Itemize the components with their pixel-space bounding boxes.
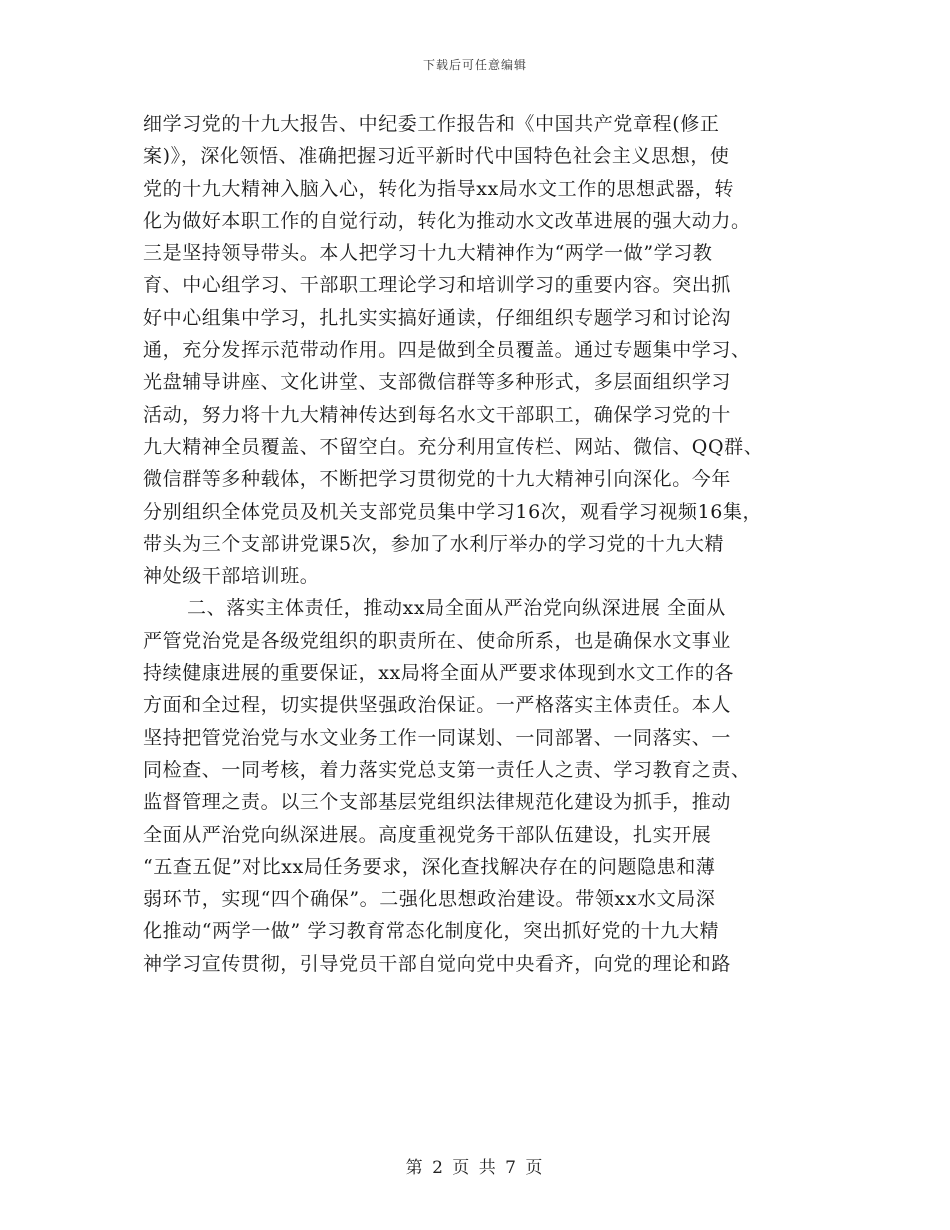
text-line: 方面和全过程，切实提供坚强政治保证。一严格落实主体责任。本人 — [143, 694, 732, 717]
text-line: “五查五促”对比xx局任务要求，深化查找解决存在的问题隐患和薄 — [143, 855, 716, 878]
text-line: 化推动“两学一做” 学习教育常态化制度化，突出抓好党的十九大精 — [143, 920, 720, 943]
text-line: 弱环节，实现“四个确保”。二强化思想政治建设。带领xx水文局深 — [143, 888, 716, 911]
text-line: 活动，努力将十九大精神传达到每名水文干部职工，确保学习党的十 — [143, 403, 732, 426]
text-line: 党的十九大精神入脑入心，转化为指导xx局水文工作的思想武器，转 — [143, 177, 735, 200]
text-line: 分别组织全体党员及机关支部党员集中学习16次，观看学习视频16集， — [143, 500, 763, 523]
text-line: 全面从严治党向纵深进展。高度重视党务干部队伍建设，扎实开展 — [143, 823, 712, 846]
text-line: 光盘辅导讲座、文化讲堂、支部微信群等多种形式，多层面组织学习 — [143, 371, 732, 394]
text-line: 带头为三个支部讲党课5次，参加了水利厅举办的学习党的十九大精 — [143, 532, 725, 555]
text-line: 通，充分发挥示范带动作用。四是做到全员覆盖。通过专题集中学习、 — [143, 339, 751, 362]
page-header-note: 下载后可任意编辑 — [422, 58, 527, 72]
text-line: 好中心组集中学习，扎扎实实搞好通读，仔细组织专题学习和讨论沟 — [143, 306, 732, 329]
text-line: 坚持把管党治党与水文业务工作一同谋划、一同部署、一同落实、一 — [143, 726, 732, 749]
text-line: 育、中心组学习、干部职工理论学习和培训学习的重要内容。突出抓 — [143, 274, 732, 297]
text-line: 严管党治党是各级党组织的职责所在、使命所系，也是确保水文事业 — [143, 629, 732, 652]
text-line: 微信群等多种载体，不断把学习贯彻党的十九大精神引向深化。今年 — [143, 468, 732, 491]
page-number-footer: 第 2 页 共 7 页 — [405, 1158, 545, 1178]
text-line: 同检查、一同考核，着力落实党总支第一责任人之责、学习教育之责、 — [143, 758, 751, 781]
text-line: 神处级干部培训班。 — [143, 565, 320, 588]
text-line: 三是坚持领导带头。本人把学习十九大精神作为“两学一做”学习教 — [143, 242, 713, 265]
document-body — [143, 108, 823, 980]
text-line: 持续健康进展的重要保证，xx局将全面从严要求体现到水文工作的各 — [143, 662, 735, 685]
text-line: 化为做好本职工作的自觉行动，转化为推动水文改革进展的强大动力。 — [143, 209, 751, 232]
text-line: 监督管理之责。以三个支部基层党组织法律规范化建设为抓手，推动 — [143, 791, 732, 814]
text-line: 细学习党的十九大报告、中纪委工作报告和《中国共产党章程(修正 — [143, 113, 720, 135]
text-line: 案)》，深化领悟、准确把握习近平新时代中国特色社会主义思想，使 — [143, 145, 730, 168]
section-heading-line: 二、落实主体责任，推动xx局全面从严治党向纵深进展 全面从 — [187, 597, 726, 620]
text-line: 神学习宣传贯彻，引导党员干部自觉向党中央看齐，向党的理论和路 — [143, 952, 732, 975]
text-line: 九大精神全员覆盖、不留空白。充分利用宣传栏、网站、微信、QQ群、 — [143, 435, 764, 458]
